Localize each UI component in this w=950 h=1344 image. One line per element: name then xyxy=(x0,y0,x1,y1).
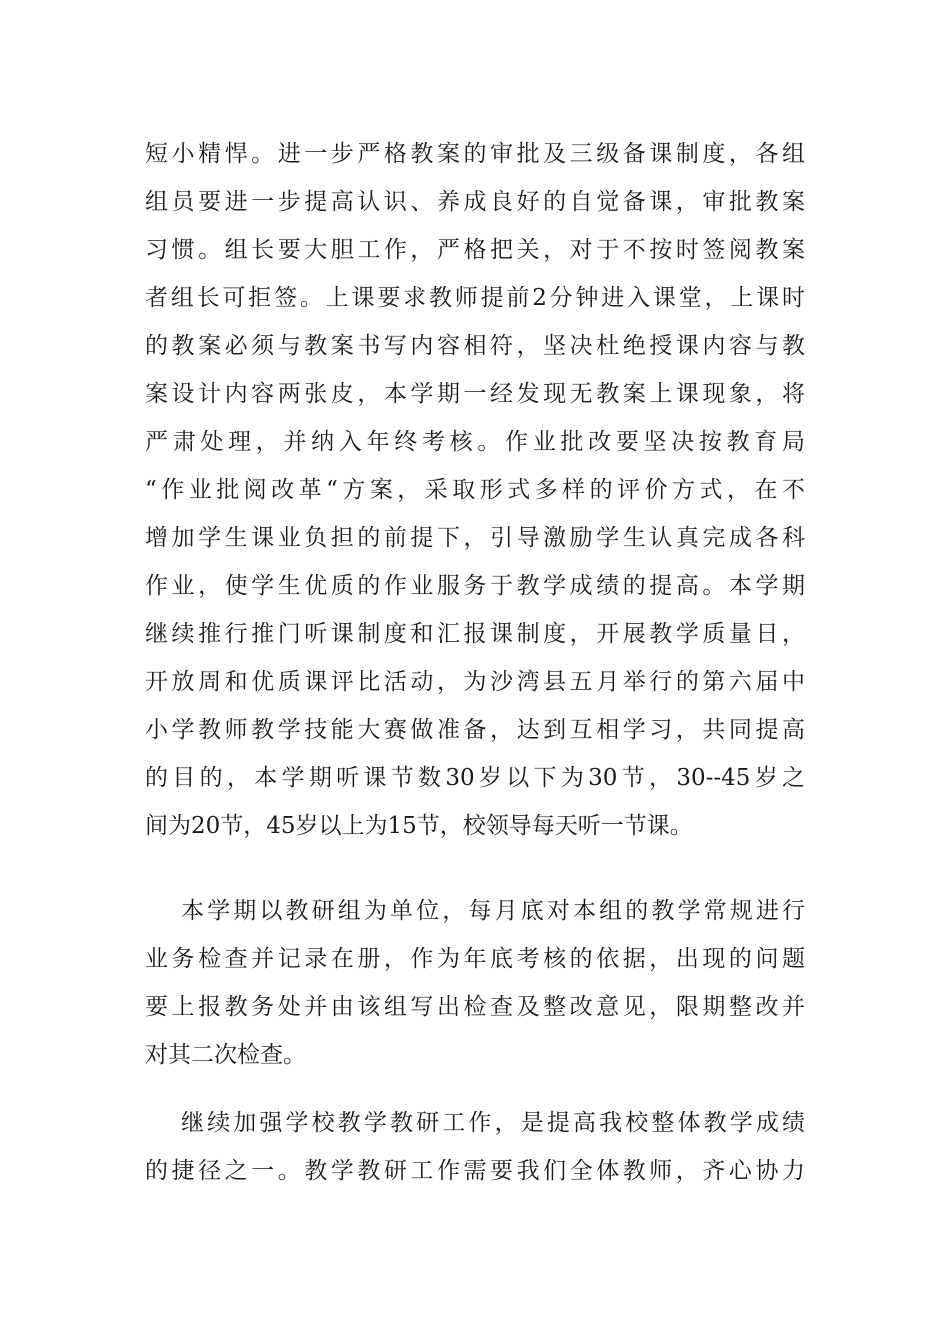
text-line: 的教案必须与教案书写内容相符，坚决杜绝授课内容与教 xyxy=(145,333,805,359)
text-line: 要上报教务处并由该组写出检查及整改意见，限期整改并 xyxy=(145,994,805,1020)
text-line: 者组长可拒签。上课要求教师提前2分钟进入课堂，上课时 xyxy=(145,285,805,311)
text-line: 对其二次检查。 xyxy=(145,1042,306,1068)
text-line: 严肃处理，并纳入年终考核。作业批改要坚决按教育局 xyxy=(145,429,805,455)
text-line: 业务检查并记录在册，作为年底考核的依据，出现的问题 xyxy=(145,946,805,972)
text-line: “作业批阅改革“方案，采取形式多样的评价方式，在不 xyxy=(145,477,805,503)
text-line: 的捷径之一。教学教研工作需要我们全体教师，齐心协力 xyxy=(145,1158,805,1184)
text-line: 间为20节，45岁以上为15节，校领导每天听一节课。 xyxy=(145,813,693,839)
paragraph-teaching-research xyxy=(145,1099,805,1195)
text-line: 案设计内容两张皮，本学期一经发现无教案上课现象，将 xyxy=(145,381,805,407)
text-line: 习惯。组长要大胆工作，严格把关，对于不按时签阅教案 xyxy=(145,237,805,263)
text-line: 增加学生课业负担的前提下，引导激励学生认真完成各科 xyxy=(145,525,805,551)
text-line: 开放周和优质课评比活动，为沙湾县五月举行的第六届中 xyxy=(145,669,805,695)
text-line: 本学期以教研组为单位，每月底对本组的教学常规进行 xyxy=(181,898,805,924)
text-line: 继续加强学校教学教研工作，是提高我校整体教学成绩 xyxy=(181,1110,805,1136)
text-line: 继续推行推门听课制度和汇报课制度，开展教学质量日， xyxy=(145,621,805,647)
paragraph-monthly-inspection xyxy=(145,887,805,1079)
text-line: 组员要进一步提高认识、养成良好的自觉备课，审批教案 xyxy=(145,189,805,215)
text-line: 的目的，本学期听课节数30岁以下为30节，30--45岁之 xyxy=(145,765,805,791)
text-line: 小学教师教学技能大赛做准备，达到互相学习，共同提高 xyxy=(145,717,805,743)
paragraph-lesson-plan-rules xyxy=(145,130,805,850)
text-line: 作业，使学生优质的作业服务于教学成绩的提高。本学期 xyxy=(145,573,805,599)
text-line: 短小精悍。进一步严格教案的审批及三级备课制度，各组 xyxy=(145,141,805,167)
